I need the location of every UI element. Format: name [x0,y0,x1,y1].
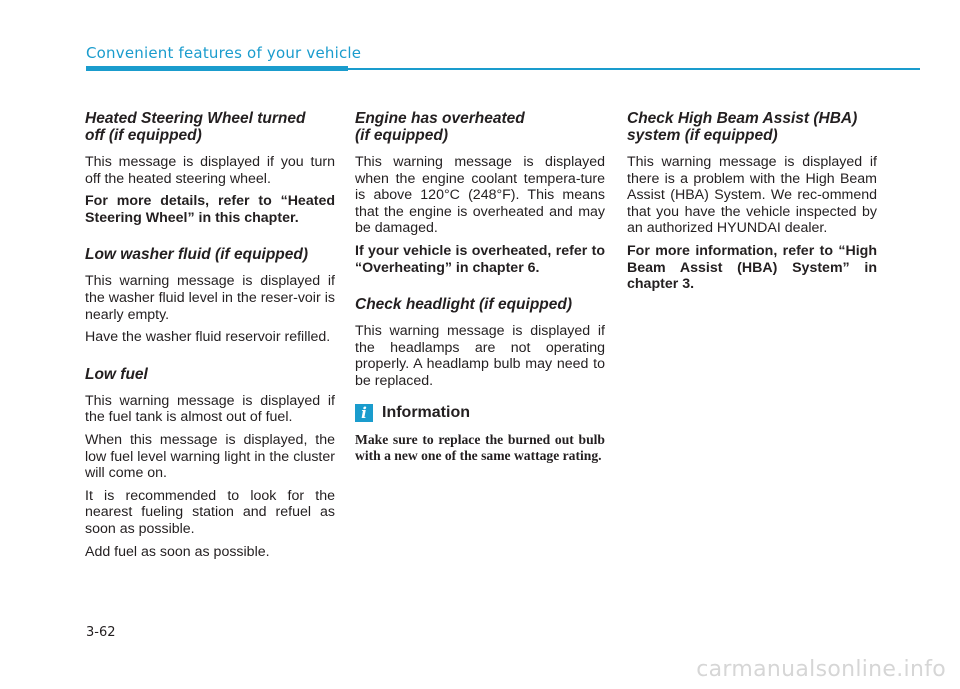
heading-check-headlight: Check headlight (if equipped) [355,296,573,314]
heading-low-washer-fluid: Low washer fluid (if equipped) [85,246,309,264]
heading-heated-steering-wheel [85,110,335,144]
heading-line-1: Check High Beam Assist (HBA) [627,110,858,127]
heading-engine-overheated [355,110,605,144]
heading-low-fuel: Low fuel [85,365,148,383]
section-title: Convenient features of your vehicle [86,44,362,62]
column-2 [355,110,605,465]
paragraph: It is recommended to look for the nearest fueling station and refuel as soon as possible. [85,487,335,537]
paragraph: This warning message is displayed if the washer fluid level in the reser-voir is nearly empty. [85,273,335,323]
paragraph: Have the washer fluid reservoir refilled. [85,329,331,346]
paragraph: This warning message is displayed if the headlamps are not operating properly. A headlamp bulb may need to be replaced. [355,323,605,389]
page-number: 3-62 [86,625,116,640]
heading-check-hba [627,110,877,144]
paragraph: Add fuel as soon as possible. [85,543,270,560]
column-3 [627,110,877,299]
heading-line-2: off (if equipped) [85,127,202,144]
reference-note: If your vehicle is overheated, refer to “Overheating” in chapter 6. [355,242,605,276]
paragraph: This warning message is displayed when the engine coolant tempera-ture is above 120°C (248°F). This means that the engine is overheated and may be damaged. [355,154,605,237]
heading-line-1: Heated Steering Wheel turned [85,110,306,127]
paragraph: This message is displayed if you turn off the heated steering wheel. [85,154,335,187]
info-icon: i [355,404,373,422]
reference-note: For more information, refer to “High Beam Assist (HBA) System” in chapter 3. [627,242,877,293]
information-box [355,404,605,422]
paragraph: This warning message is displayed if there is a problem with the High Beam Assist (HBA) System. We rec-ommend that you have the vehicle inspected by an authorized HYUNDAI dealer. [627,154,877,237]
header-rule [348,68,920,70]
paragraph: When this message is displayed, the low fuel level warning light in the cluster will come on. [85,431,335,482]
heading-line-2: (if equipped) [355,127,448,144]
heading-line-1: Engine has overheated [355,110,525,127]
watermark: carmanualsonline.info [696,657,946,682]
information-text: Make sure to replace the burned out bulb with a new one of the same wattage rating. [355,431,605,464]
column-1 [85,110,335,566]
header-accent-bar [86,66,348,71]
reference-note: For more details, refer to “Heated Steering Wheel” in this chapter. [85,193,335,226]
information-title: Information [382,403,470,421]
heading-line-2: system (if equipped) [627,127,778,144]
paragraph: This warning message is displayed if the fuel tank is almost out of fuel. [85,392,335,426]
